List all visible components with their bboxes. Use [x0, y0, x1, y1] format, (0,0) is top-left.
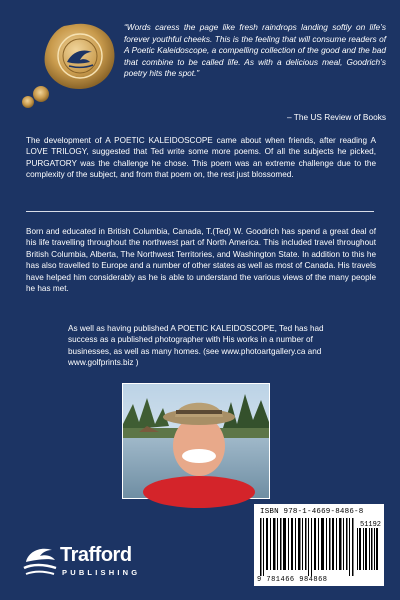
author-photography-note: As well as having published A POETIC KALEIDOSCOPE, Ted has had success as a published photographer with His works in a number of businesses, as well as many homes. (see www.photoartgallery.ca and www.golfprints.biz ) [68, 324, 324, 368]
author-photo [122, 383, 270, 499]
author-photo-illustration [123, 384, 269, 498]
publisher-tagline: PUBLISHING [62, 568, 141, 577]
author-biography: Born and educated in British Columbia, Canada, T.(Ted) W. Goodrich has spend a great deal of his life travelling throughout the northwest part of North America. This included travel throughout British Columbia, Alberta, The Northwest Territories, and Washington State. In addition to this he has also travelled to Europe and a number of other states as well as most of Canada. His travels have helped him considerably as he is able to understand the various views of the many people he has met. [26, 227, 376, 294]
publisher-name: Trafford [60, 544, 132, 566]
review-quote: “Words caress the page like fresh raindrops landing softly on life’s forever youthful cheeks. This is the feeling that will consume readers of A Poetic Kaleidoscope, a compelling collection of the good and the bad that combine to be called life. As with a delicious meal, Goodrich’s poetry hits the spot.” [124, 22, 386, 79]
isbn-barcode [254, 504, 384, 586]
section-divider [26, 211, 374, 212]
publisher-logo [22, 544, 162, 584]
barcode-number: 9 781466 984868 [257, 576, 328, 584]
review-source: – The US Review of Books [287, 112, 386, 122]
book-description: The development of A POETIC KALEIDOSCOPE came about when friends, after reading A LOVE TRILOGY, suggested that Ted write some more poems. Of all the subjects he picked, PURGATORY was the challenge he chose. This poem was an extreme challenge due to the complexity of the subject, and from that poem on, the rest just blossomed. [26, 136, 376, 180]
dolphin-wave-icon [22, 544, 58, 578]
barcode-bars [260, 518, 382, 576]
price-code: 51192 [360, 521, 382, 529]
isbn-label: ISBN 978-1-4669-8486-8 [260, 508, 364, 516]
award-seal-icon [14, 18, 124, 113]
